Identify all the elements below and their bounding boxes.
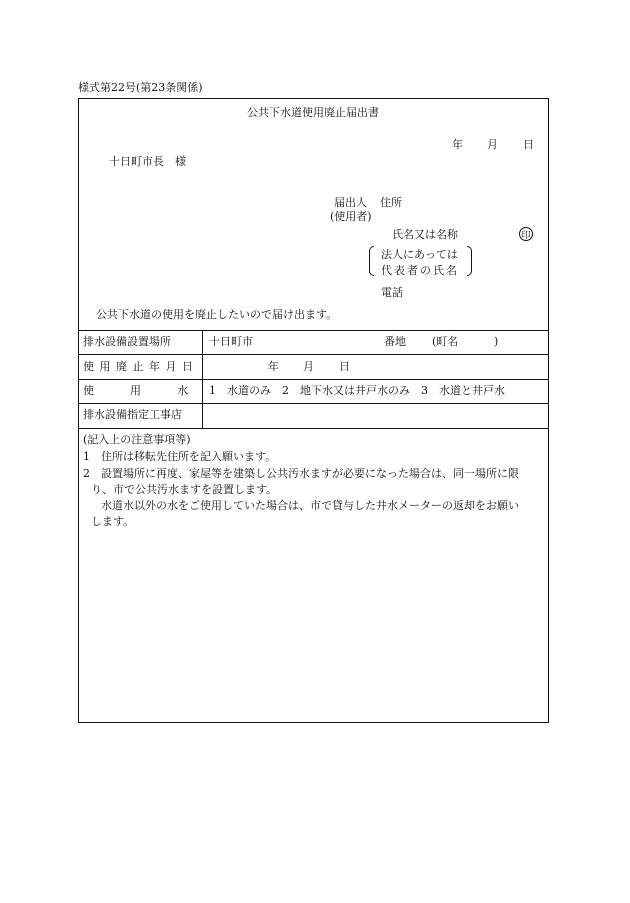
applicant-label: 届出人 (334, 196, 367, 209)
row-contractor-label: 排水設備指定工事店 (83, 408, 182, 421)
date-year-label: 年 (452, 138, 463, 151)
row-water-label (83, 384, 224, 397)
row-date-month: 月 (303, 360, 314, 373)
bracket-right (467, 246, 472, 276)
applicant-name-label: 氏名又は名称 (392, 228, 458, 241)
table-line-row3 (78, 379, 549, 380)
table-divider (202, 330, 203, 428)
corp-note-line2: 代表者の氏名 (381, 264, 459, 277)
table-line-row4 (78, 403, 549, 404)
row-location-label: 排水設備設置場所 (83, 335, 171, 348)
applicant-role: (使用者) (330, 210, 372, 223)
location-town-open: (町名 (432, 335, 459, 348)
declaration-text: 公共下水道の使用を廃止したいので届け出ます。 (96, 308, 338, 321)
row-water-label-text: 使用水 (83, 384, 224, 397)
phone-label: 電話 (381, 286, 403, 299)
form-title: 公共下水道使用廃止届出書 (247, 106, 379, 119)
form-number: 様式第22号(第23条関係) (78, 81, 203, 94)
location-lot-label: 番地 (384, 335, 406, 348)
date-day-label: 日 (523, 138, 534, 151)
location-city: 十日町市 (209, 335, 253, 348)
notes-item3-line1: 水道水以外の水をご使用していた場合は、市で貸与した井水メーターの返却をお願い (101, 499, 519, 512)
corp-note-line1: 法人にあっては (381, 248, 458, 261)
date-month-label: 月 (487, 138, 498, 151)
notes-heading: (記入上の注意事項等) (83, 433, 191, 446)
location-town-close: ) (494, 335, 499, 348)
bracket-left (369, 246, 374, 276)
applicant-address-label: 住所 (380, 196, 402, 209)
notes-item1: 1 住所は移転先住所を記入願います。 (83, 450, 277, 463)
table-line-top (78, 330, 549, 331)
notes-item3-line2: します。 (91, 515, 135, 528)
notes-item2-line1: 2 設置場所に再度、家屋等を建築し公共汚水ますが必要になった場合は、同一場所に限 (83, 467, 519, 480)
row-date-year: 年 (268, 360, 279, 373)
table-line-row2 (78, 354, 549, 355)
notes-item2-line2: り、市で公共汚水ますを設置します。 (91, 483, 278, 496)
row-date-label: 使用廃止年月日 (83, 360, 199, 373)
addressee: 十日町市長 様 (109, 155, 186, 168)
row-water-options: 1 水道のみ 2 地下水又は井戸水のみ 3 水道と井戸水 (209, 384, 505, 397)
row-date-day: 日 (339, 360, 350, 373)
table-line-bottom (78, 428, 549, 429)
seal-mark: 印 (519, 227, 533, 241)
